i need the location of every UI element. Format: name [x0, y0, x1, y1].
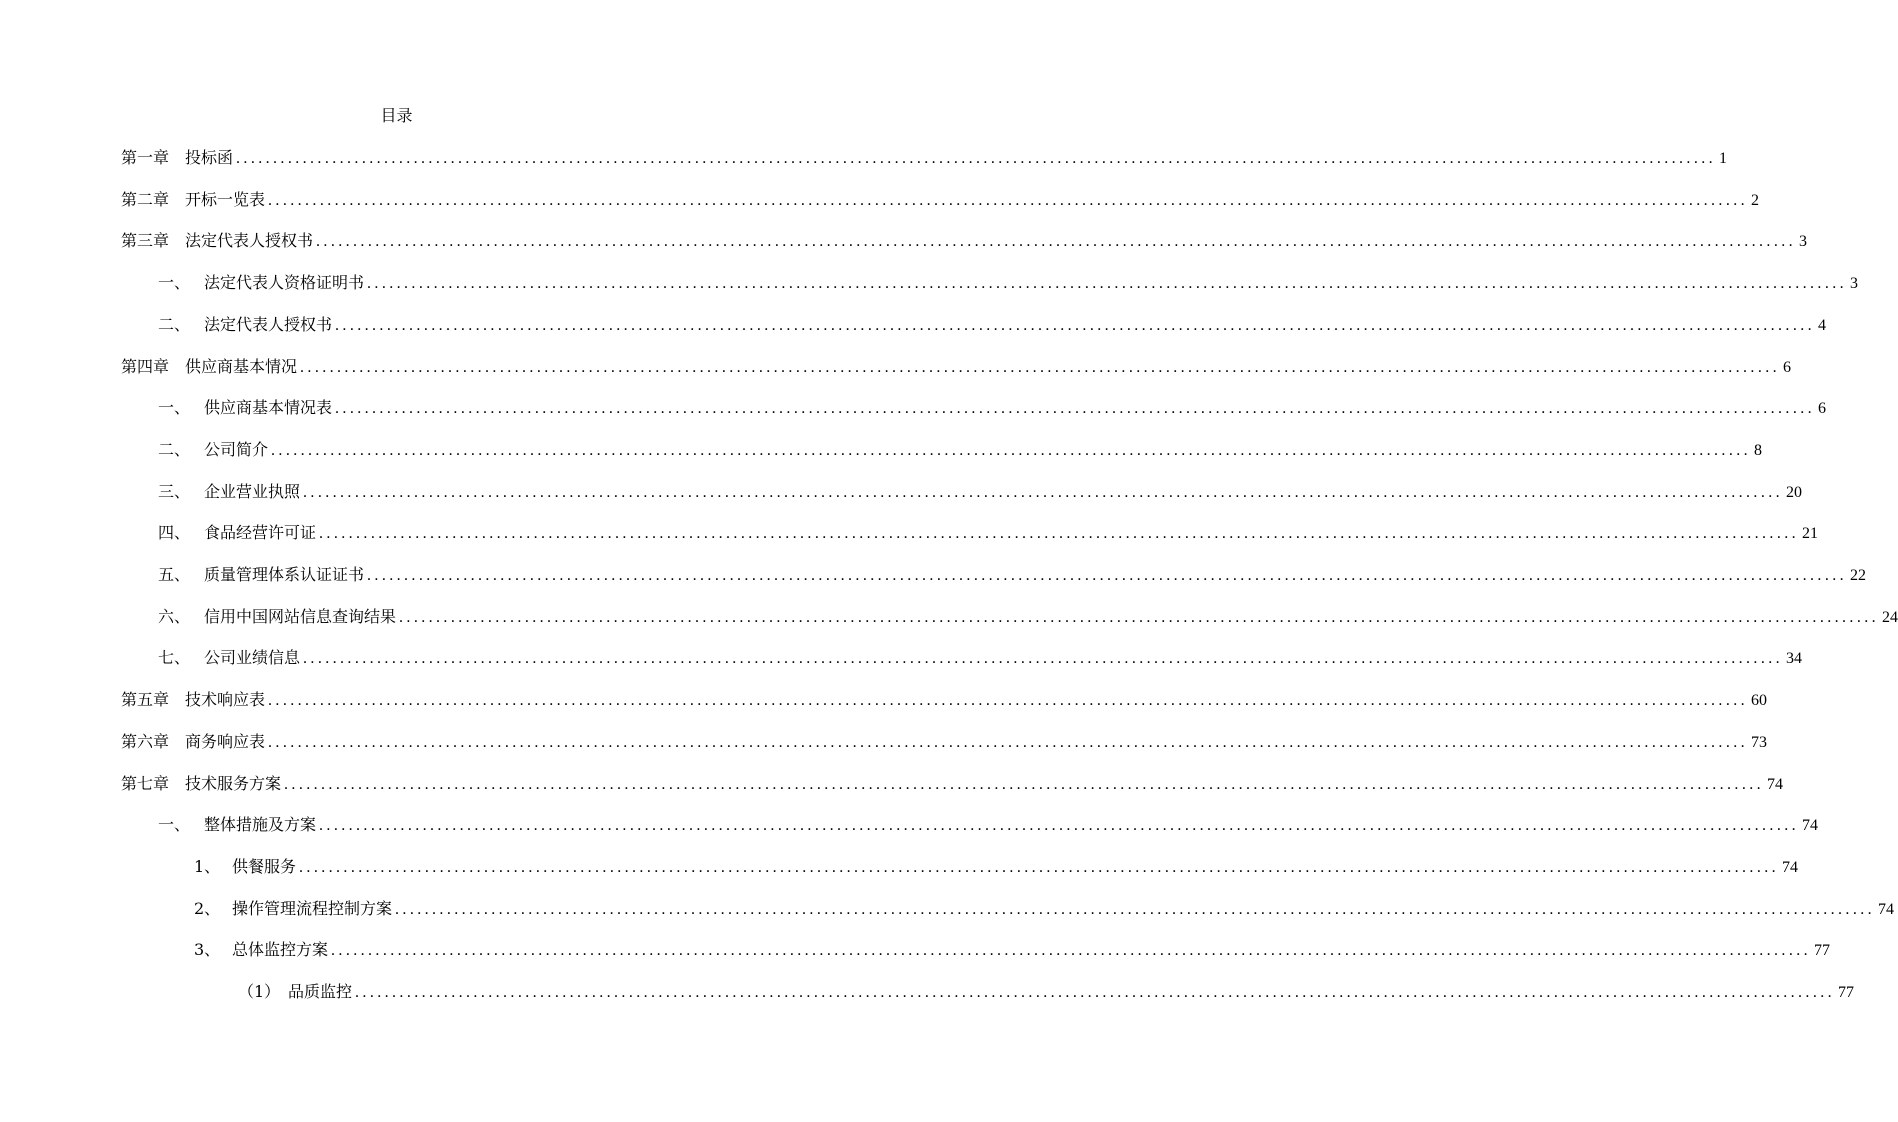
toc-entry-title: 供餐服务 [232, 857, 297, 876]
toc-entry-number: 第七章 [121, 774, 170, 793]
toc-entry[interactable] [158, 480, 1803, 504]
toc-entry-page-number: 3 [1799, 233, 1808, 250]
toc-entry-number: 二、 [158, 315, 191, 334]
toc-entry-page-number: 24 [1882, 609, 1898, 626]
toc-entry[interactable] [194, 938, 1831, 962]
toc-entry-number: 一、 [158, 398, 191, 417]
dot-leader: ........................................................................................................................................................................................................ [303, 650, 1784, 667]
toc-entry[interactable] [158, 271, 1859, 295]
toc-entry[interactable] [158, 605, 1898, 629]
toc-entry-page-number: 34 [1786, 650, 1803, 667]
toc-entry-number: 第五章 [121, 690, 170, 709]
toc-entry-page-number: 4 [1818, 317, 1827, 334]
dot-leader: ........................................................................................................................................................................................................ [268, 734, 1749, 751]
toc-entry-number: 第六章 [121, 732, 170, 751]
toc-entry-number: 一、 [158, 273, 191, 292]
toc-entry-page-number: 60 [1751, 692, 1768, 709]
toc-entry[interactable] [121, 355, 1792, 379]
dot-leader: ........................................................................................................................................................................................................ [335, 400, 1816, 417]
toc-entry-page-number: 77 [1814, 942, 1831, 959]
toc-entry-page-number: 8 [1754, 442, 1763, 459]
toc-entry[interactable] [194, 897, 1895, 921]
dot-leader: ........................................................................................................................................................................................................ [268, 192, 1749, 209]
toc-entry-number: 第二章 [121, 190, 170, 209]
dot-leader: ........................................................................................................................................................................................................ [236, 150, 1717, 167]
toc-entry-title: 信用中国网站信息查询结果 [204, 607, 397, 626]
toc-entry[interactable] [194, 855, 1799, 879]
toc-entry-title: 法定代表人授权书 [204, 315, 333, 334]
dot-leader: ........................................................................................................................................................................................................ [331, 942, 1812, 959]
toc-entry-number: 七、 [158, 648, 191, 667]
toc-entry-number: 1、 [194, 857, 221, 876]
toc-entry[interactable] [121, 229, 1808, 253]
dot-leader: ........................................................................................................................................................................................................ [268, 692, 1749, 709]
dot-leader: ........................................................................................................................................................................................................ [395, 901, 1876, 918]
dot-leader: ........................................................................................................................................................................................................ [303, 484, 1784, 501]
dot-leader: ........................................................................................................................................................................................................ [319, 525, 1800, 542]
toc-title: 目录 [380, 106, 413, 125]
toc-entry-number: 2、 [194, 899, 221, 918]
toc-entry-number: 二、 [158, 440, 191, 459]
dot-leader: ........................................................................................................................................................................................................ [284, 776, 1765, 793]
toc-entry-page-number: 20 [1786, 484, 1803, 501]
dot-leader: ........................................................................................................................................................................................................ [335, 317, 1816, 334]
toc-entry-number: 第一章 [121, 148, 170, 167]
toc-entry-page-number: 74 [1767, 776, 1784, 793]
toc-entry-page-number: 3 [1850, 275, 1859, 292]
toc-entry-page-number: 74 [1802, 817, 1819, 834]
toc-entry-title: 公司简介 [204, 440, 269, 459]
toc-entry[interactable] [158, 813, 1819, 837]
toc-entry[interactable] [121, 772, 1784, 796]
toc-entry-title: 总体监控方案 [232, 940, 329, 959]
toc-entry-number: 3、 [194, 940, 221, 959]
toc-entry-page-number: 22 [1850, 567, 1867, 584]
toc-entry-title: 供应商基本情况 [185, 357, 298, 376]
toc-entry[interactable] [158, 521, 1819, 545]
dot-leader: ........................................................................................................................................................................................................ [355, 984, 1836, 1001]
toc-entry-title: 整体措施及方案 [204, 815, 317, 834]
toc-entry-number: （1） [238, 982, 281, 1001]
toc-entry-title: 技术服务方案 [185, 774, 282, 793]
toc-entry-number: 第四章 [121, 357, 170, 376]
toc-entry-title: 企业营业执照 [204, 482, 301, 501]
toc-entry-title: 法定代表人授权书 [185, 231, 314, 250]
toc-entry-title: 食品经营许可证 [204, 523, 317, 542]
dot-leader: ........................................................................................................................................................................................................ [300, 359, 1781, 376]
toc-entry-number: 四、 [158, 523, 191, 542]
dot-leader: ........................................................................................................................................................................................................ [299, 859, 1780, 876]
toc-entry-page-number: 6 [1783, 359, 1792, 376]
dot-leader: ........................................................................................................................................................................................................ [319, 817, 1800, 834]
toc-entry-page-number: 77 [1838, 984, 1855, 1001]
toc-entry-title: 供应商基本情况表 [204, 398, 333, 417]
toc-entry[interactable] [158, 396, 1827, 420]
toc-entry-number: 第三章 [121, 231, 170, 250]
toc-entry[interactable] [238, 980, 1855, 1004]
toc-entry-page-number: 21 [1802, 525, 1819, 542]
toc-entry-title: 技术响应表 [185, 690, 266, 709]
toc-entry-title: 公司业绩信息 [204, 648, 301, 667]
toc-entry[interactable] [121, 146, 1728, 170]
toc-entry-page-number: 2 [1751, 192, 1760, 209]
toc-entry[interactable] [121, 688, 1768, 712]
dot-leader: ........................................................................................................................................................................................................ [271, 442, 1752, 459]
toc-entry-title: 品质监控 [288, 982, 353, 1001]
toc-entry[interactable] [121, 188, 1760, 212]
toc-entry-number: 三、 [158, 482, 191, 501]
toc-entry-page-number: 6 [1818, 400, 1827, 417]
toc-entry[interactable] [158, 646, 1803, 670]
toc-entry[interactable] [158, 313, 1827, 337]
toc-entry-page-number: 74 [1782, 859, 1799, 876]
toc-entry-title: 开标一览表 [185, 190, 266, 209]
toc-entry-page-number: 73 [1751, 734, 1768, 751]
toc-entry-number: 五、 [158, 565, 191, 584]
dot-leader: ........................................................................................................................................................................................................ [316, 233, 1797, 250]
toc-entry-page-number: 1 [1719, 150, 1728, 167]
toc-entry-page-number: 74 [1878, 901, 1895, 918]
toc-entry-title: 法定代表人资格证明书 [204, 273, 365, 292]
toc-entry[interactable] [158, 438, 1763, 462]
dot-leader: ........................................................................................................................................................................................................ [367, 275, 1848, 292]
dot-leader: ........................................................................................................................................................................................................ [367, 567, 1848, 584]
toc-entry-title: 投标函 [185, 148, 234, 167]
toc-entry-number: 六、 [158, 607, 191, 626]
toc-entry[interactable] [121, 730, 1768, 754]
dot-leader: ........................................................................................................................................................................................................ [399, 609, 1880, 626]
toc-entry-title: 质量管理体系认证证书 [204, 565, 365, 584]
toc-entry-title: 操作管理流程控制方案 [232, 899, 393, 918]
toc-entry-title: 商务响应表 [185, 732, 266, 751]
toc-entry-number: 一、 [158, 815, 191, 834]
toc-entry[interactable] [158, 563, 1867, 587]
